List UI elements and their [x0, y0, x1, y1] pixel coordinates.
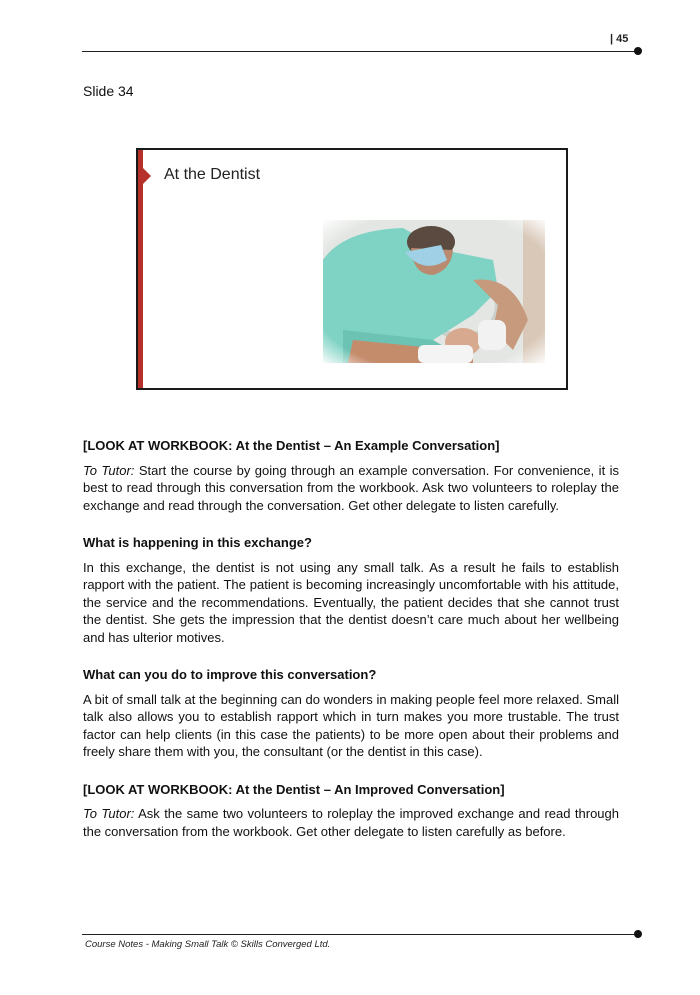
section-heading: [LOOK AT WORKBOOK: At the Dentist – An Improved Conversation]: [83, 781, 505, 797]
section-heading: What is happening in this exchange?: [83, 535, 312, 550]
tutor-lead: To Tutor:: [83, 462, 135, 478]
section-example-conversation: [83, 437, 619, 514]
notes-content: [83, 437, 619, 860]
slide-title: At the Dentist: [164, 166, 261, 183]
section-improved-conversation: [83, 781, 619, 841]
section-heading: [LOOK AT WORKBOOK: At the Dentist – An Example Conversation]: [83, 438, 500, 453]
header-dot: [634, 47, 642, 55]
header-rule: [82, 51, 638, 52]
dentist-photo: [323, 220, 545, 363]
dentist-photo-illustration: [323, 220, 545, 363]
section-body: [83, 462, 619, 515]
section-body: In this exchange, the dentist is not using any small talk. As a result he fails to establish rapport with the patient. The patient is becoming increasingly uncomfortable with his attitude, the service and the recommendations. Eventually, the patient decides that she cannot trust the dentist. She gets the impression that the dentist doesn’t care much about her wellbeing and has ulterior motives.: [83, 559, 619, 645]
tutor-lead: To Tutor:: [83, 806, 135, 821]
page-number: | 45: [610, 33, 629, 45]
slide-accent-bar: [138, 150, 143, 388]
footer-rule: [82, 934, 638, 935]
slide-label: Slide 34: [83, 83, 134, 99]
footer-dot: [634, 930, 642, 938]
slide-arrow-icon: [143, 168, 151, 184]
footer-text: Course Notes - Making Small Talk © Skills Converged Ltd.: [85, 939, 331, 950]
section-body-text: Ask the same two volunteers to roleplay the improved exchange and read through the conversation from the workbook. Get other delegate to listen carefully as before.: [83, 806, 620, 839]
section-body-text: Start the course by going through an example conversation. For convenience, it is best to read through this conversation from the workbook. Ask two volunteers to roleplay the exchange and read through the conversation. Get other delegate to listen carefully.: [83, 462, 619, 513]
section-heading: What can you do to improve this conversation?: [83, 667, 377, 682]
section-body: A bit of small talk at the beginning can do wonders in making people feel more relaxed. Small talk also allows you to establish rapport which in turn makes you more trustable. The trust factor can help clients (in this case the patients) to be more open about their problems and freely share them with you, the consultant (or the dentist in this case).: [83, 691, 619, 759]
section-improve: [83, 666, 619, 761]
section-body: [83, 805, 619, 840]
section-what-is-happening: [83, 534, 619, 646]
slide-thumbnail: [136, 148, 568, 390]
